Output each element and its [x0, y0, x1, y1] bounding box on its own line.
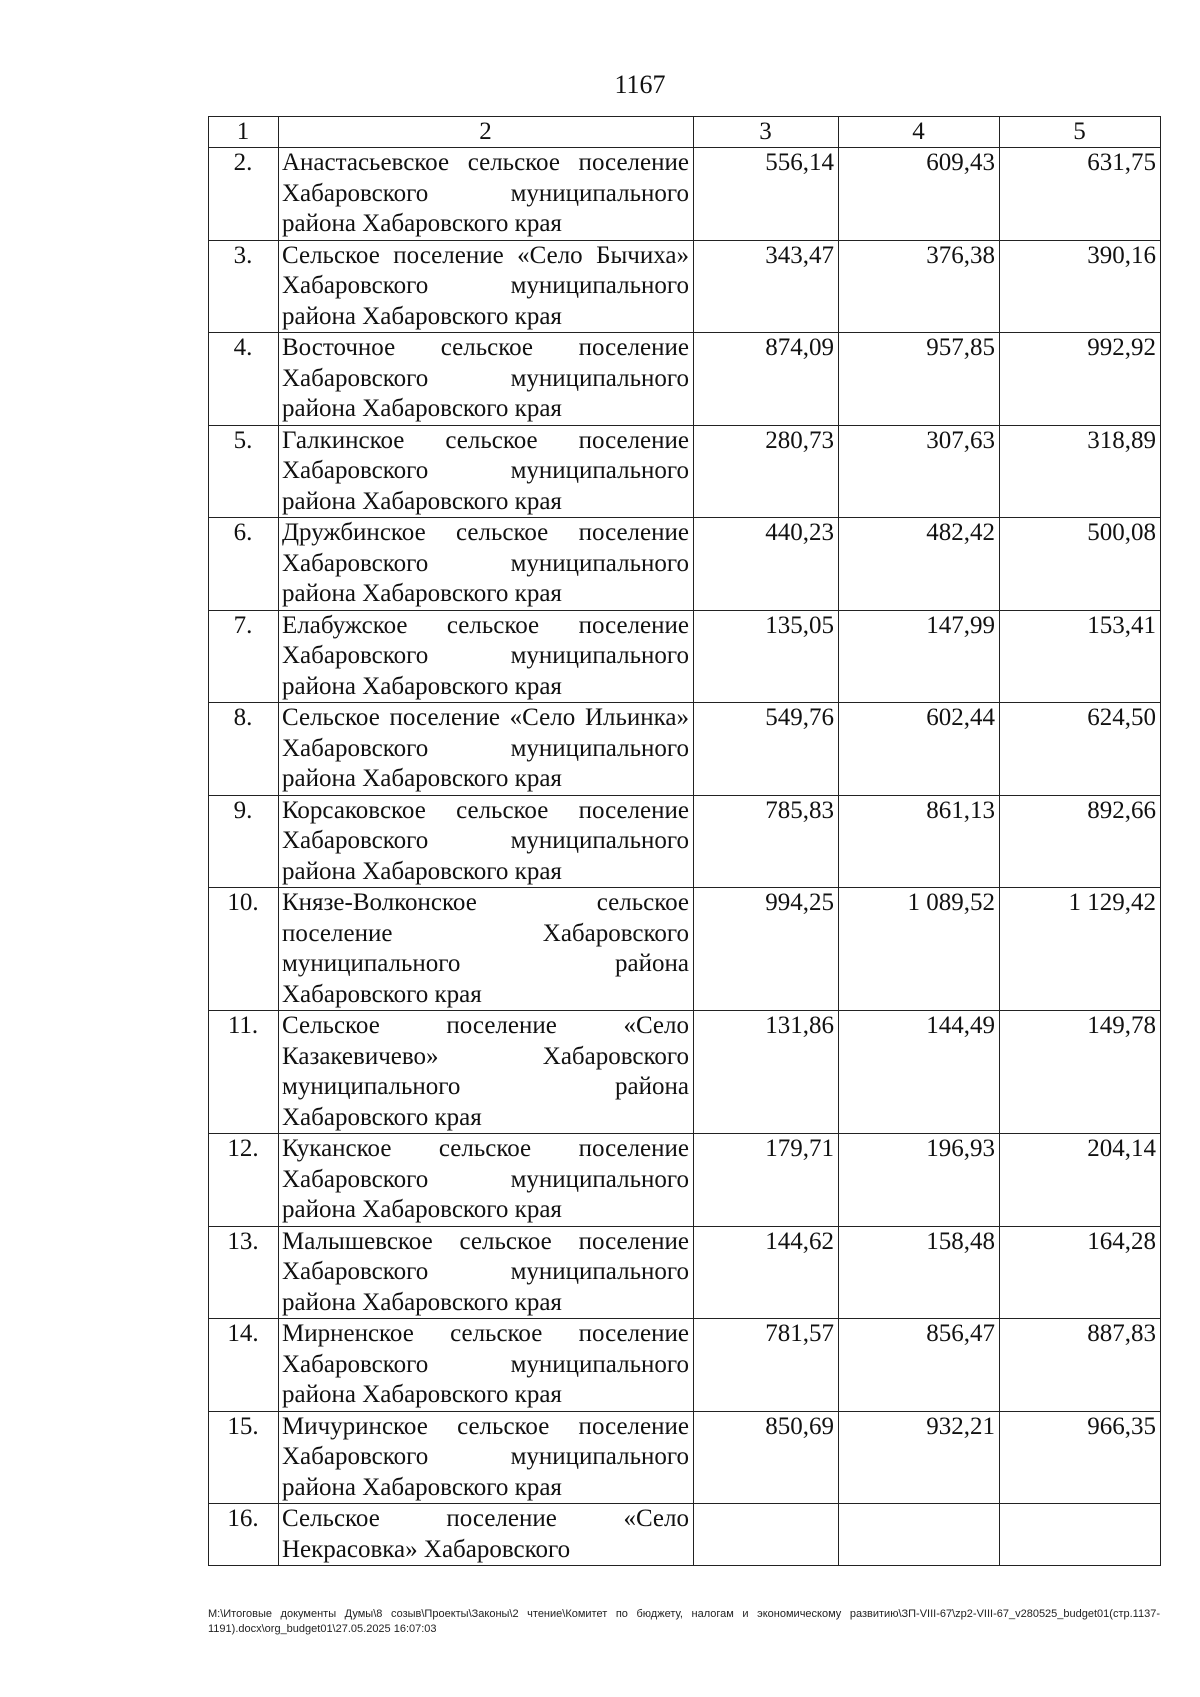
- value-col-5: 631,75: [1000, 148, 1161, 241]
- settlement-name: Восточное сельское поселение Хабаровского муниципального района Хабаровского края: [279, 333, 694, 426]
- value-col-5: 164,28: [1000, 1226, 1161, 1319]
- table-row: [209, 425, 1161, 518]
- page-number: 1167: [614, 70, 666, 99]
- settlement-name: Мичуринское сельское поселение Хабаровского муниципального района Хабаровского края: [279, 1411, 694, 1504]
- file-path-footer: M:\Итоговые документы Думы\8 созыв\Проекты\Законы\2 чтение\Комитет по бюджету, налогам и экономическому развитию\ЗП-VIII-67\zp2-VIII-67_v280525_budget01(стр.1137-1191).docx\org_budget01\27.05.2025 16:07:03: [208, 1608, 1160, 1635]
- value-col-4: 147,99: [839, 610, 1000, 703]
- budget-table: [208, 116, 1161, 1566]
- value-col-3: 994,25: [694, 888, 839, 1011]
- settlement-name: Сельское поселение «Село Ильинка» Хабаровского муниципального района Хабаровского края: [279, 703, 694, 796]
- value-col-4: 158,48: [839, 1226, 1000, 1319]
- row-number: 5.: [209, 425, 279, 518]
- row-number: 6.: [209, 518, 279, 611]
- value-col-5: 153,41: [1000, 610, 1161, 703]
- value-col-5: 966,35: [1000, 1411, 1161, 1504]
- value-col-5: 500,08: [1000, 518, 1161, 611]
- settlement-name: Сельское поселение «Село Казакевичево» Хабаровского муниципального района Хабаровского края: [279, 1011, 694, 1134]
- row-number: 4.: [209, 333, 279, 426]
- row-number: 7.: [209, 610, 279, 703]
- value-col-4: 482,42: [839, 518, 1000, 611]
- value-col-4: 307,63: [839, 425, 1000, 518]
- value-col-5: 149,78: [1000, 1011, 1161, 1134]
- settlement-name: Малышевское сельское поселение Хабаровского муниципального района Хабаровского края: [279, 1226, 694, 1319]
- value-col-5: 624,50: [1000, 703, 1161, 796]
- table-row: [209, 1319, 1161, 1412]
- value-col-5: 1 129,42: [1000, 888, 1161, 1011]
- row-number: 9.: [209, 795, 279, 888]
- value-col-4: 856,47: [839, 1319, 1000, 1412]
- header-row: [209, 117, 1161, 148]
- value-col-3: 343,47: [694, 240, 839, 333]
- row-number: 13.: [209, 1226, 279, 1319]
- value-col-5: 992,92: [1000, 333, 1161, 426]
- value-col-3: 874,09: [694, 333, 839, 426]
- header-col-4: 4: [839, 117, 1000, 148]
- value-col-3: 781,57: [694, 1319, 839, 1412]
- row-number: 14.: [209, 1319, 279, 1412]
- value-col-4: 861,13: [839, 795, 1000, 888]
- header-col-2: 2: [279, 117, 694, 148]
- settlement-name: Князе-Волконское сельское поселение Хабаровского муниципального района Хабаровского края: [279, 888, 694, 1011]
- value-col-3: 556,14: [694, 148, 839, 241]
- value-col-3: 785,83: [694, 795, 839, 888]
- table-row: [209, 1011, 1161, 1134]
- header-col-3: 3: [694, 117, 839, 148]
- table-row: [209, 148, 1161, 241]
- settlement-name: Сельское поселение «Село Бычиха» Хабаровского муниципального района Хабаровского края: [279, 240, 694, 333]
- row-number: 10.: [209, 888, 279, 1011]
- value-col-3: 280,73: [694, 425, 839, 518]
- table-row: [209, 703, 1161, 796]
- settlement-name: Анастасьевское сельское поселение Хабаровского муниципального района Хабаровского края: [279, 148, 694, 241]
- table-row: [209, 240, 1161, 333]
- value-col-4: 609,43: [839, 148, 1000, 241]
- value-col-3: 131,86: [694, 1011, 839, 1134]
- value-col-5: 204,14: [1000, 1134, 1161, 1227]
- settlement-name: Галкинское сельское поселение Хабаровского муниципального района Хабаровского края: [279, 425, 694, 518]
- header-col-1: 1: [209, 117, 279, 148]
- table-row: [209, 1134, 1161, 1227]
- table-row: [209, 888, 1161, 1011]
- value-col-5: 318,89: [1000, 425, 1161, 518]
- value-col-4: 602,44: [839, 703, 1000, 796]
- header-col-5: 5: [1000, 117, 1161, 148]
- table-row: [209, 795, 1161, 888]
- row-number: 11.: [209, 1011, 279, 1134]
- row-number: 2.: [209, 148, 279, 241]
- value-col-3: 850,69: [694, 1411, 839, 1504]
- value-col-3: 135,05: [694, 610, 839, 703]
- row-number: 8.: [209, 703, 279, 796]
- settlement-name: Мирненское сельское поселение Хабаровского муниципального района Хабаровского края: [279, 1319, 694, 1412]
- value-col-3: 549,76: [694, 703, 839, 796]
- value-col-4: 932,21: [839, 1411, 1000, 1504]
- value-col-4: 1 089,52: [839, 888, 1000, 1011]
- row-number: 12.: [209, 1134, 279, 1227]
- settlement-name: Сельское поселение «Село Некрасовка» Хабаровского: [279, 1504, 694, 1566]
- settlement-name: Корсаковское сельское поселение Хабаровского муниципального района Хабаровского края: [279, 795, 694, 888]
- value-col-5: 892,66: [1000, 795, 1161, 888]
- table-row: [209, 610, 1161, 703]
- settlement-name: Куканское сельское поселение Хабаровского муниципального района Хабаровского края: [279, 1134, 694, 1227]
- table-row: [209, 1504, 1161, 1566]
- value-col-3: 440,23: [694, 518, 839, 611]
- value-col-3: 144,62: [694, 1226, 839, 1319]
- table-row: [209, 1411, 1161, 1504]
- value-col-3: [694, 1504, 839, 1566]
- value-col-5: [1000, 1504, 1161, 1566]
- row-number: 15.: [209, 1411, 279, 1504]
- table-body: [209, 148, 1161, 1566]
- value-col-4: 376,38: [839, 240, 1000, 333]
- value-col-4: 196,93: [839, 1134, 1000, 1227]
- settlement-name: Дружбинское сельское поселение Хабаровского муниципального района Хабаровского края: [279, 518, 694, 611]
- table-row: [209, 333, 1161, 426]
- value-col-4: 957,85: [839, 333, 1000, 426]
- value-col-4: 144,49: [839, 1011, 1000, 1134]
- value-col-5: 390,16: [1000, 240, 1161, 333]
- settlement-name: Елабужское сельское поселение Хабаровского муниципального района Хабаровского края: [279, 610, 694, 703]
- row-number: 3.: [209, 240, 279, 333]
- value-col-4: [839, 1504, 1000, 1566]
- row-number: 16.: [209, 1504, 279, 1566]
- value-col-5: 887,83: [1000, 1319, 1161, 1412]
- value-col-3: 179,71: [694, 1134, 839, 1227]
- table-row: [209, 1226, 1161, 1319]
- table-row: [209, 518, 1161, 611]
